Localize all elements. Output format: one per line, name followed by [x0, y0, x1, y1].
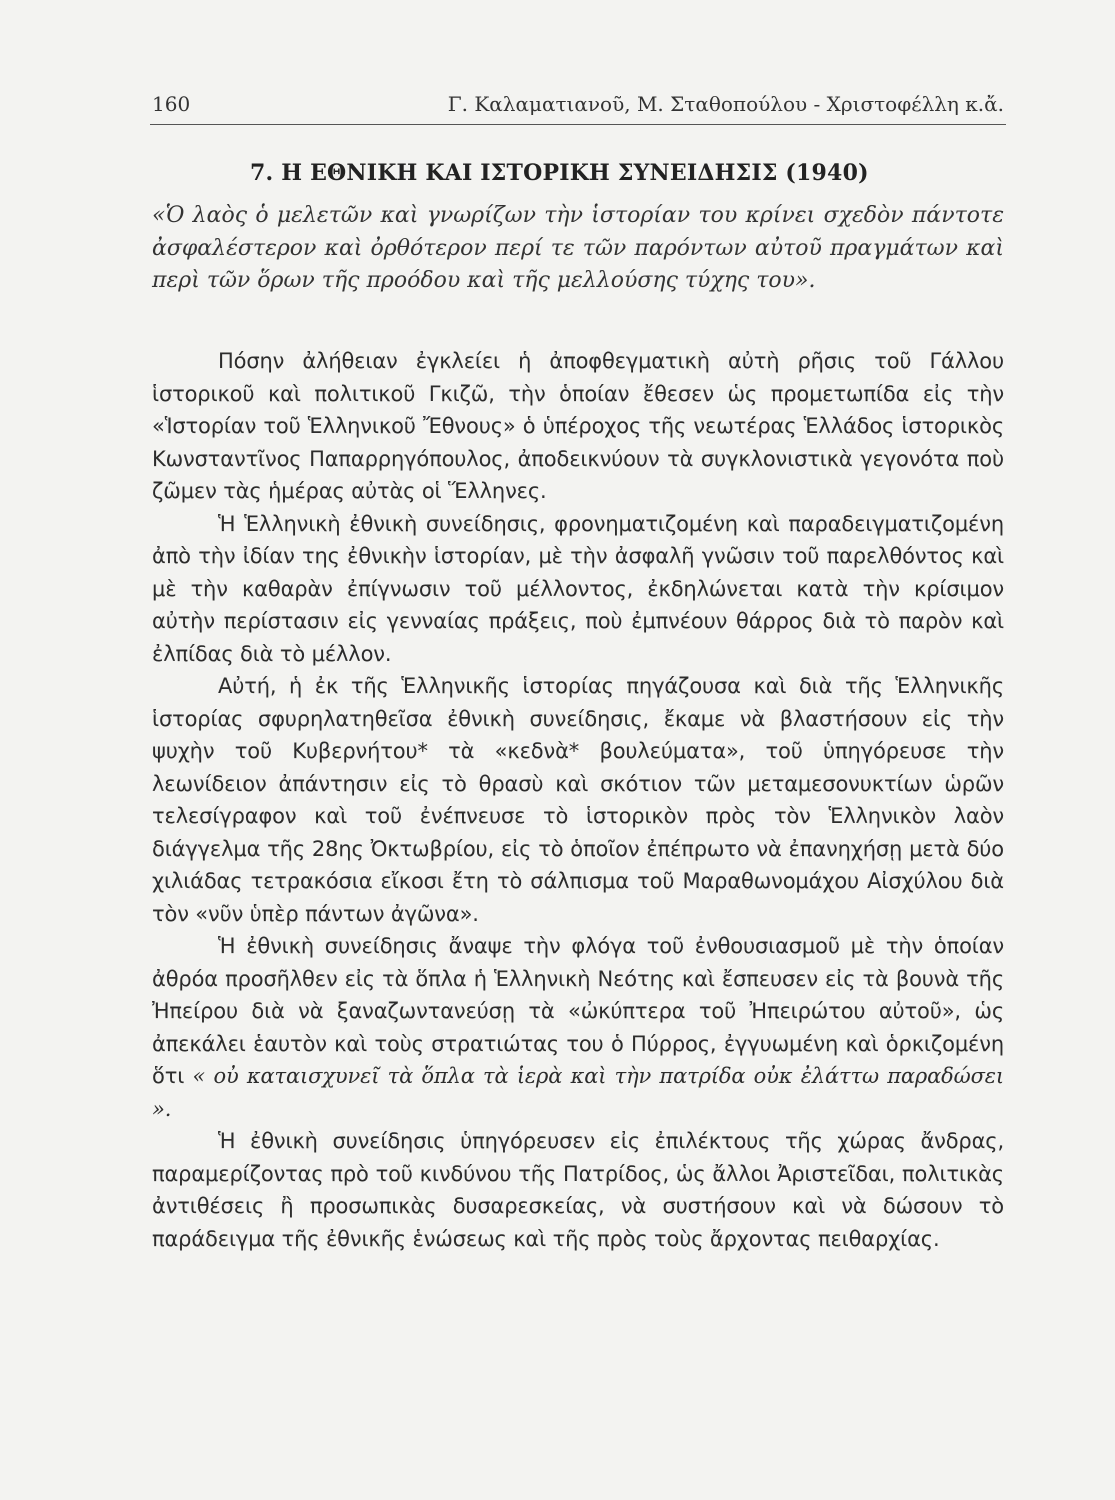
paragraph-4 — [152, 930, 1004, 1125]
epigraph-quote: «Ὁ λαὸς ὁ μελετῶν καὶ γνωρίζων τὴν ἱστορίαν του κρίνει σχεδὸν πάντοτε ἀσφαλέστερον καὶ ὀρθότερον περί τε τῶν παρόντων αὐτοῦ πραγμάτων καὶ περὶ τῶν ὅρων τῆς προόδου καὶ τῆς μελλούσης τύχης του». — [152, 203, 1004, 293]
page-number: 160 — [152, 92, 191, 116]
paragraph-3: Αὐτή, ἡ ἐκ τῆς Ἑλληνικῆς ἱστορίας πηγάζουσα καὶ διὰ τῆς Ἑλληνικῆς ἱστορίας σφυρηλατηθεῖσα ἐθνικὴ συνείδησις, ἔκαμε νὰ βλαστήσουν εἰς τὴν ψυχὴν τοῦ Κυβερνήτου* τὰ «κεδνὰ* βουλεύματα», τοῦ ὑπηγόρευσε τὴν λεωνίδειον ἀπάντησιν εἰς τὸ θρασὺ καὶ σκότιον τῶν μεταμεσονυκτίων ὡρῶν τελεσίγραφον καὶ τοῦ ἐνέπνευσε τὸ ἱστορικὸν πρὸς τὸν Ἑλληνικὸν λαὸν διάγγελμα τῆς 28ης Ὀκτωβρίου, εἰς τὸ ὁποῖον ἐπέπρωτο νὰ ἐπανηχήσῃ μετὰ δύο χιλιάδας τετρακόσια εἴκοσι ἔτη τὸ σάλπισμα τοῦ Μαραθωνομάχου Αἰσχύλου διὰ τὸν «νῦν ὑπὲρ πάντων ἀγῶνα». — [152, 674, 1004, 926]
running-head-authors: Γ. Καλαματιανοῦ, Μ. Σταθοπούλου - Χριστοφέλλη κ.ἄ. — [447, 92, 1004, 116]
body-text — [152, 345, 1004, 1255]
paragraph-5: Ἡ ἐθνικὴ συνείδησις ὑπηγόρευσεν εἰς ἐπιλέκτους τῆς χώρας ἄνδρας, παραμερίζοντας πρὸ τοῦ κινδύνου τῆς Πατρίδος, ὡς ἄλλοι Ἀριστεῖδαι, πολιτικὰς ἀντιθέσεις ἢ προσωπικὰς δυσαρεσκείας, νὰ συστήσουν καὶ νὰ δώσουν τὸ παράδειγμα τῆς ἐθνικῆς ἑνώσεως καὶ τῆς πρὸς τοὺς ἄρχοντας πειθαρχίας. — [152, 1129, 1004, 1251]
paragraph-2: Ἡ Ἑλληνικὴ ἐθνικὴ συνείδησις, φρονηματιζομένη καὶ παραδειγματιζομένη ἀπὸ τὴν ἰδίαν της ἐθνικὴν ἱστορίαν, μὲ τὴν ἀσφαλῆ γνῶσιν τοῦ παρελθόντος καὶ μὲ τὴν καθαρὰν ἐπίγνωσιν τοῦ μέλλοντος, ἐκδηλώνεται κατὰ τὴν κρίσιμον αὐτὴν περίστασιν εἰς γενναίας πράξεις, ποὺ ἐμπνέουν θάρρος διὰ τὸ παρὸν καὶ ἐλπίδας διὰ τὸ μέλλον. — [152, 511, 1004, 666]
chapter-title: 7. Η ΕΘΝΙΚΗ ΚΑΙ ΙΣΤΟΡΙΚΗ ΣΥΝΕΙΔΗΣΙΣ (1940) — [250, 160, 869, 186]
running-header — [152, 92, 1004, 122]
paragraph-1: Πόσην ἀλήθειαν ἐγκλείει ἡ ἀποφθεγματικὴ αὐτὴ ρῆσις τοῦ Γάλλου ἱστορικοῦ καὶ πολιτικοῦ Γκιζῶ, τὴν ὁποίαν ἔθεσεν ὡς προμετωπίδα εἰς τὴν «Ἱστορίαν τοῦ Ἑλληνικοῦ Ἔθνους» ὁ ὑπέροχος τῆς νεωτέρας Ἑλλάδος ἱστορικὸς Κωνσταντῖνος Παπαρρηγόπουλος, ἀποδεικνύουν τὰ συγκλονιστικὰ γεγονότα ποὺ ζῶμεν τὰς ἡμέρας αὐτὰς οἱ Ἕλληνες. — [152, 349, 1004, 503]
header-rule — [150, 124, 1006, 125]
paragraph-4-text: Ἡ ἐθνικὴ συνείδησις ἄναψε τὴν φλόγα τοῦ ἐνθουσιασμοῦ μὲ τὴν ὁποίαν ἀθρόα προσῆλθεν εἰς τὰ ὅπλα ἡ Ἑλληνικὴ Νεότης καὶ ἔσπευσεν εἰς τὰ βουνὰ τῆς Ἠπείρου διὰ νὰ ξαναζωντανεύσῃ τὰ «ὠκύπτερα τοῦ Ἠπειρώτου αὐτοῦ», ὡς ἀπεκάλει ἑαυτὸν καὶ τοὺς στρατιώτας του ὁ Πύρρος, ἐγγυωμένη καὶ ὁρκιζομένη ὅτι — [152, 934, 1004, 1088]
oath-quote: « οὐ καταισχυνεῖ τὰ ὅπλα τὰ ἱερὰ καὶ τὴν πατρίδα οὐκ ἐλάττω παραδώσει ». — [152, 1064, 1004, 1121]
